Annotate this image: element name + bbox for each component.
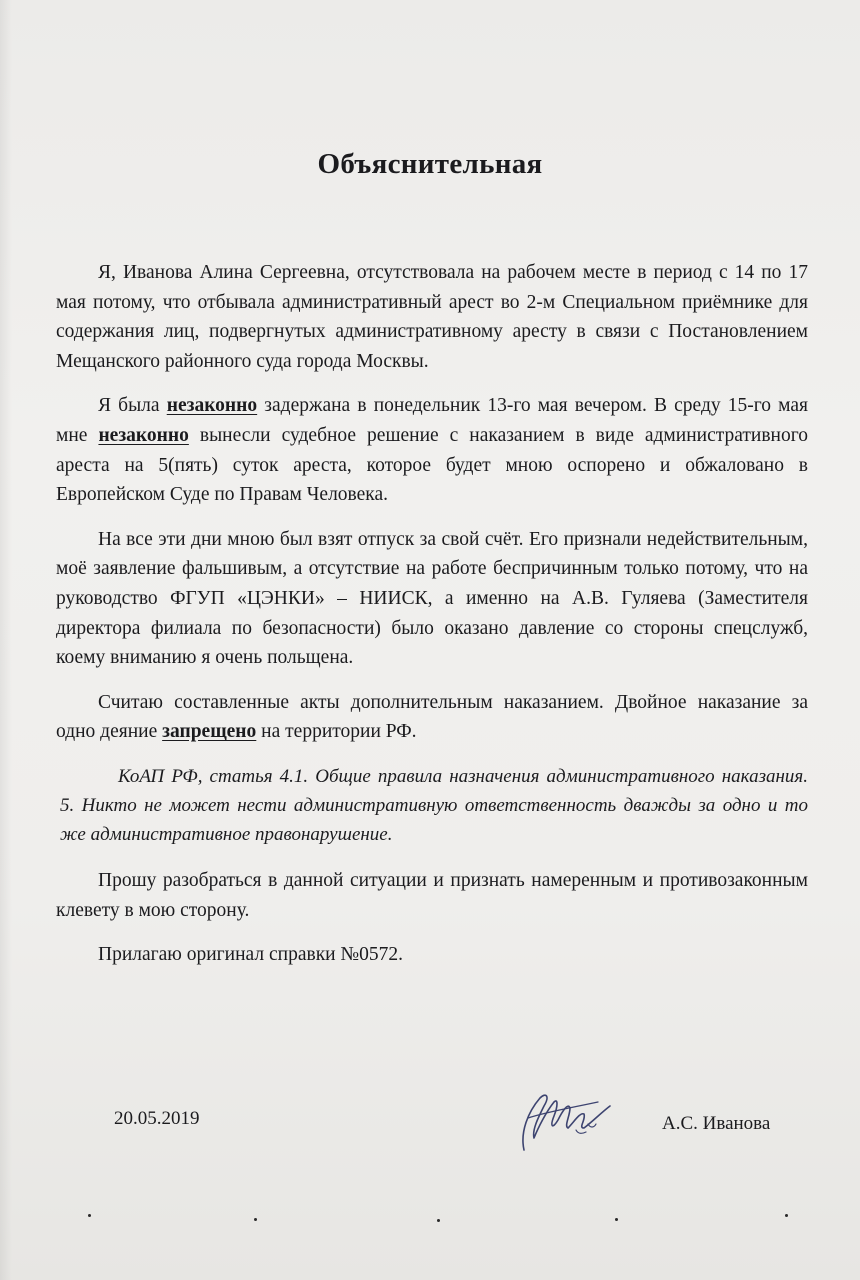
document-date: 20.05.2019: [114, 1108, 200, 1129]
document-title: Объяснительная: [317, 148, 543, 180]
document-body: [56, 258, 808, 985]
paragraph-text: На все эти дни мною был взят отпуск за свой счёт. Его признали недействительным, моё заявление фальшивым, а отсутствие на работе беспричинным только потому, что на руководство ФГУП «ЦЭНКИ» – НИИСК, а именно на А.В. Гуляева (Заместителя директора филиала по безопасности) было оказано давление со стороны спецслужб, коему вниманию я очень польщена.: [56, 528, 808, 669]
page-speck: [615, 1218, 618, 1221]
paragraph-text: Прилагаю оригинал справки №0572.: [98, 944, 403, 966]
page-speck: [785, 1214, 788, 1217]
paragraph-text: КоАП РФ, статья 4.1. Общие правила назначения административного наказания. 5. Никто не может нести административную ответственность дважды за одно и то же административное правонарушение.: [60, 765, 808, 845]
body-paragraph: [56, 391, 808, 509]
body-paragraph: [56, 688, 808, 747]
paragraph-text: задержана в понедельник 13-го мая вечером. В среду 15-го мая мне: [56, 395, 808, 446]
emphasized-word: незаконно: [166, 395, 258, 417]
signatory-name: А.С. Иванова: [662, 1113, 771, 1134]
paragraph-text: Прошу разобраться в данной ситуации и признать намеренным и противозаконным клевету в мою сторону.: [56, 869, 808, 921]
body-paragraph: [56, 940, 808, 970]
paragraph-text: на территории РФ.: [256, 721, 417, 743]
paragraph-text: вынесли судебное решение с наказанием в виде административного ареста на 5(пять) суток ареста, которое будет мною оспорено и обжаловано в Европейском Суде по Правам Человека.: [56, 424, 809, 506]
page-speck: [437, 1219, 440, 1222]
page-speck: [254, 1218, 257, 1221]
body-paragraph: [56, 866, 808, 925]
page-edge-shadow: [0, 0, 12, 1280]
paragraph-text: Я, Иванова Алина Сергеевна, отсутствовала на рабочем месте в период с 14 по 17 мая потому, что отбывала административный арест во 2-м Специальном приёмнике для содержания лиц, подвергнутых административному аресту в связи с Постановлением Мещанского районного суда города Москвы.: [56, 262, 808, 372]
paragraph-text: Я была: [98, 395, 167, 417]
emphasized-word: незаконно: [98, 424, 189, 446]
handwritten-signature-icon: [506, 1072, 626, 1162]
law-citation-paragraph: [60, 762, 808, 849]
page-speck: [88, 1214, 91, 1217]
paragraph-text: Считаю составленные акты дополнительным наказанием. Двойное наказание за одно деяние: [56, 691, 808, 743]
body-paragraph: [56, 525, 808, 673]
emphasized-word: запрещено: [162, 721, 257, 743]
body-paragraph: [56, 258, 808, 376]
